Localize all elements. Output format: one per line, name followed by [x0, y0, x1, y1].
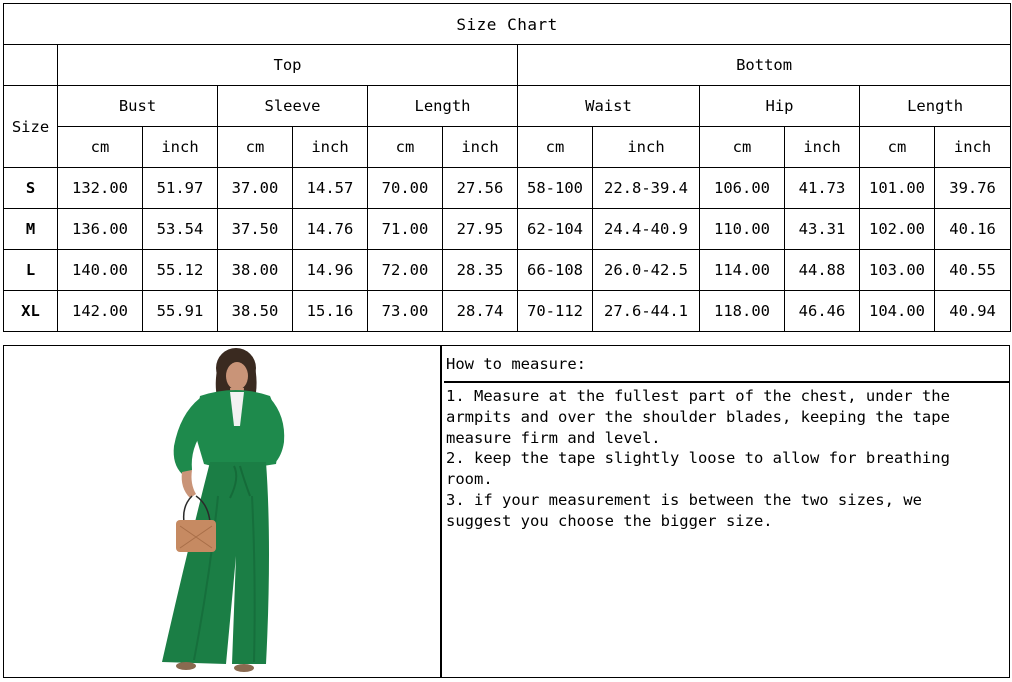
left-forearm	[182, 470, 196, 498]
value-cell: 73.00	[368, 291, 443, 332]
size-cell: L	[4, 250, 58, 291]
corner-cell	[4, 45, 58, 86]
value-cell: 26.0-42.5	[593, 250, 700, 291]
value-cell: 37.50	[218, 209, 293, 250]
value-cell: 55.91	[143, 291, 218, 332]
table-row	[4, 250, 1011, 291]
value-cell: 104.00	[860, 291, 935, 332]
value-cell: 118.00	[700, 291, 785, 332]
value-cell: 103.00	[860, 250, 935, 291]
value-cell: 102.00	[860, 209, 935, 250]
value-cell: 37.00	[218, 168, 293, 209]
value-cell: 71.00	[368, 209, 443, 250]
value-cell: 41.73	[785, 168, 860, 209]
unit-inch: inch	[143, 127, 218, 168]
unit-inch: inch	[593, 127, 700, 168]
size-chart-table	[3, 3, 1011, 332]
measure-step: 1. Measure at the fullest part of the chest, under the armpits and over the shoulder blades, keeping the tape measure firm and level.	[446, 387, 950, 447]
product-photo	[4, 346, 442, 677]
unit-inch: inch	[443, 127, 518, 168]
value-cell: 55.12	[143, 250, 218, 291]
value-cell: 40.16	[935, 209, 1011, 250]
bust-header: Bust	[58, 86, 218, 127]
how-to-measure-heading: How to measure:	[444, 346, 1009, 383]
value-cell: 51.97	[143, 168, 218, 209]
value-cell: 70-112	[518, 291, 593, 332]
value-cell: 38.50	[218, 291, 293, 332]
value-cell: 136.00	[58, 209, 143, 250]
measure-steps	[446, 386, 994, 532]
table-row	[4, 209, 1011, 250]
left-sleeve	[174, 398, 204, 474]
value-cell: 15.16	[293, 291, 368, 332]
model-in-green-jumpsuit-image	[4, 346, 440, 677]
size-cell: XL	[4, 291, 58, 332]
measure-step: 3. if your measurement is between the two sizes, we suggest you choose the bigger size.	[446, 490, 922, 530]
value-cell: 53.54	[143, 209, 218, 250]
value-cell: 44.88	[785, 250, 860, 291]
table-row	[4, 291, 1011, 332]
value-cell: 27.56	[443, 168, 518, 209]
unit-cm: cm	[58, 127, 143, 168]
value-cell: 62-104	[518, 209, 593, 250]
value-cell: 28.35	[443, 250, 518, 291]
value-cell: 40.94	[935, 291, 1011, 332]
value-cell: 70.00	[368, 168, 443, 209]
value-cell: 28.74	[443, 291, 518, 332]
value-cell: 43.31	[785, 209, 860, 250]
unit-cm: cm	[518, 127, 593, 168]
size-cell: S	[4, 168, 58, 209]
size-cell: M	[4, 209, 58, 250]
value-cell: 27.6-44.1	[593, 291, 700, 332]
unit-cm: cm	[368, 127, 443, 168]
value-cell: 22.8-39.4	[593, 168, 700, 209]
left-shoe	[176, 662, 196, 670]
value-cell: 132.00	[58, 168, 143, 209]
right-shoe	[234, 664, 254, 672]
unit-inch: inch	[935, 127, 1011, 168]
value-cell: 14.76	[293, 209, 368, 250]
size-column-header: Size	[4, 86, 58, 168]
unit-cm: cm	[860, 127, 935, 168]
hip-header: Hip	[700, 86, 860, 127]
waist-header: Waist	[518, 86, 700, 127]
value-cell: 142.00	[58, 291, 143, 332]
bottom-group-header: Bottom	[518, 45, 1011, 86]
value-cell: 46.46	[785, 291, 860, 332]
value-cell: 72.00	[368, 250, 443, 291]
value-cell: 38.00	[218, 250, 293, 291]
green-wide-leg-trousers	[162, 462, 269, 664]
measure-guide-section	[3, 345, 1010, 678]
value-cell: 27.95	[443, 209, 518, 250]
model-face	[226, 362, 248, 390]
unit-cm: cm	[218, 127, 293, 168]
value-cell: 39.76	[935, 168, 1011, 209]
value-cell: 58-100	[518, 168, 593, 209]
value-cell: 24.4-40.9	[593, 209, 700, 250]
value-cell: 110.00	[700, 209, 785, 250]
top-group-header: Top	[58, 45, 518, 86]
value-cell: 40.55	[935, 250, 1011, 291]
top-length-header: Length	[368, 86, 518, 127]
value-cell: 14.57	[293, 168, 368, 209]
right-sleeve	[266, 398, 284, 464]
value-cell: 14.96	[293, 250, 368, 291]
sleeve-header: Sleeve	[218, 86, 368, 127]
unit-inch: inch	[293, 127, 368, 168]
measure-step: 2. keep the tape slightly loose to allow for breathing room.	[446, 449, 950, 489]
bottom-length-header: Length	[860, 86, 1011, 127]
chart-title: Size Chart	[4, 4, 1011, 45]
unit-inch: inch	[785, 127, 860, 168]
table-row	[4, 168, 1011, 209]
unit-cm: cm	[700, 127, 785, 168]
value-cell: 140.00	[58, 250, 143, 291]
value-cell: 106.00	[700, 168, 785, 209]
value-cell: 101.00	[860, 168, 935, 209]
measure-instructions-panel	[444, 346, 1009, 677]
value-cell: 66-108	[518, 250, 593, 291]
value-cell: 114.00	[700, 250, 785, 291]
